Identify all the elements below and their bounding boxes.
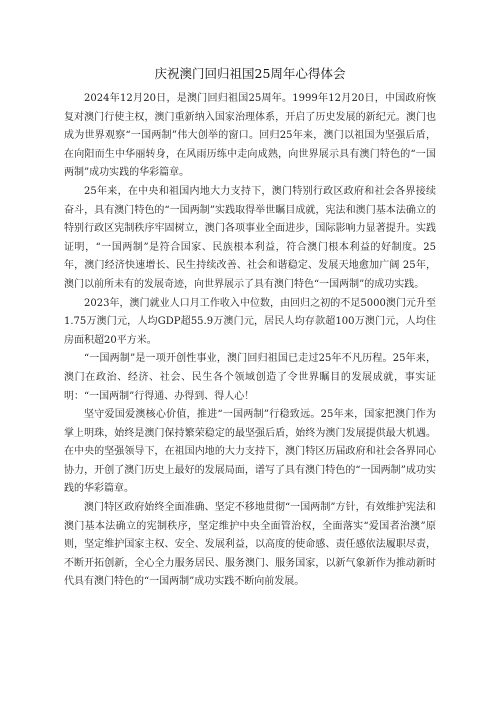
paragraph-3: 2023年，澳门就业人口月工作收入中位数，由回归之初的不足5000澳门元升至1.75万澳门元，人均GDP超55.9万澳门元，居民人均存款超100万澳门元，人均住房面积超20平方米。 xyxy=(64,297,436,346)
paragraph-4: “一国两制”是一项开创性事业，澳门回归祖国已走过25年不凡历程。25年来，澳门在政治、经济、社会、民生各个领域创造了令世界瞩目的发展成就，事实证明：“一国两制”行得通、办得到、得人心！ xyxy=(64,353,436,402)
paragraph-1: 2024年12月20日，是澳门回归祖国25周年。1999年12月20日，中国政府恢复对澳门行使主权，澳门重新纳入国家治理体系，开启了历史发展的新纪元。澳门也成为世界观察“一国两制”伟大创举的窗口。回归25年来，澳门以祖国为坚强后盾，在向阳而生中华丽转身，在风雨历练中走向成熟，向世界展示具有澳门特色的“一国两制”成功实践的华彩篇章。 xyxy=(64,93,436,179)
paragraph-5: 坚守爱国爱澳核心价值，推进“一国两制”行稳致远。25年来，国家把澳门作为掌上明珠，始终是澳门保持繁荣稳定的最坚强后盾，始终为澳门发展提供最大机遇。在中央的坚强领导下，在祖国内地的大力支持下，澳门特区历届政府和社会各界同心协力，开创了澳门历史上最好的发展局面，谱写了具有澳门特色的“一国两制”成功实践的华彩篇章。 xyxy=(64,409,436,495)
document-title: 庆祝澳门回归祖国25周年心得体会 xyxy=(154,66,346,81)
paragraph-2: 25年来，在中央和祖国内地大力支持下，澳门特别行政区政府和社会各界接续奋斗，具有澳门特色的“一国两制”实践取得举世瞩目成就，宪法和澳门基本法确立的特别行政区宪制秩序牢固树立，澳门各项事业全面进步，国际影响力显著提升。实践证明，“一国两制”是符合国家、民族根本利益，符合澳门根本利益的好制度。25年，澳门经济快速增长、民生持续改善、社会和谐稳定、发展天地愈加广阔 25年，澳门以前所未有的发展奇迹，向世界展示了具有澳门特色“一国两制”的成功实践。 xyxy=(64,185,436,290)
paragraph-6: 澳门特区政府始终全面准确、坚定不移地贯彻“一国两制”方针，有效维护宪法和澳门基本法确立的宪制秩序，坚定维护中央全面管治权，全面落实“爱国者治澳”原则，坚定维护国家主权、安全、发展利益，以高度的使命感、责任感依法履职尽责，不断开拓创新，全心全力服务居民、服务澳门、服务国家，以新气象新作为推动新时代具有澳门特色的“一国两制”成功实践不断向前发展。 xyxy=(64,502,436,588)
